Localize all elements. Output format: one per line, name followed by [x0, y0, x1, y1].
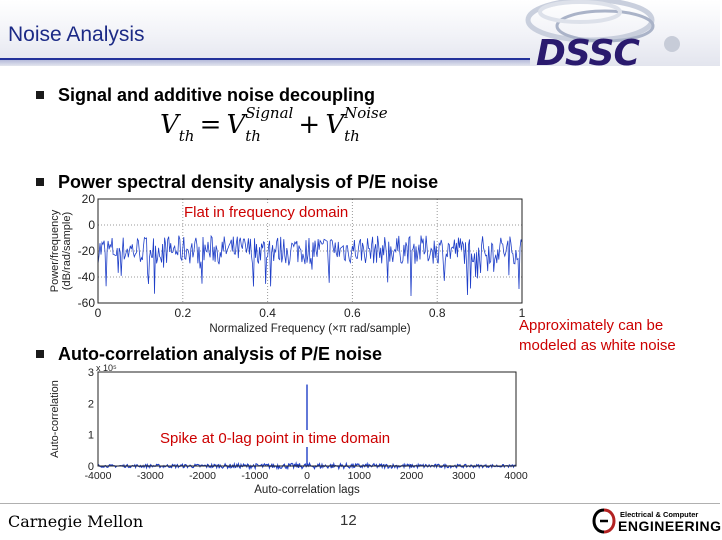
bullet-decoupling: [36, 85, 375, 106]
bullet-marker-icon: [36, 178, 44, 186]
autocorrelation-x-tick-label: 1000: [347, 470, 371, 482]
flat-annotation: Flat in frequency domain: [184, 204, 349, 221]
psd-x-tick-label: 0.2: [174, 306, 192, 320]
bullet-psd: [36, 172, 438, 193]
psd-y-axis-label: Power/frequency(dB/rad/sample): [49, 209, 73, 293]
dept-name-big: ENGINEERING: [618, 518, 722, 534]
noise-equation: Vth = V Signal th + V Noise th: [160, 104, 388, 145]
autocorrelation-y-multiplier: x 10⁵: [96, 363, 117, 373]
bullet-text: Auto-correlation analysis of P/E noise: [58, 344, 383, 364]
dssc-logo: DSSC: [536, 33, 639, 74]
university-logo: Carnegie Mellon: [8, 512, 144, 531]
psd-x-tick-label: 0.6: [344, 306, 361, 320]
psd-y-tick-label: -60: [77, 296, 95, 310]
page-number: 12: [340, 512, 357, 529]
psd-series-line: [98, 236, 522, 297]
spike-annotation: Spike at 0-lag point in time domain: [160, 430, 391, 447]
psd-y-tick-label: 0: [88, 218, 95, 232]
autocorrelation-x-tick-label: -2000: [189, 470, 216, 482]
slide-title: Noise Analysis: [8, 23, 145, 46]
title-bar: [0, 0, 720, 74]
psd-x-tick-label: 1: [518, 306, 526, 320]
footer-rule: [0, 503, 720, 504]
autocorrelation-y-tick-label: 3: [87, 367, 94, 379]
autocorrelation-x-tick-label: -3000: [136, 470, 164, 482]
ece-logo-icon: [592, 508, 616, 534]
psd-x-tick-label: 0: [94, 306, 102, 320]
autocorrelation-x-tick-label: -1000: [241, 470, 269, 482]
psd-y-tick-label: -20: [77, 244, 95, 258]
autocorrelation-y-tick-label: 2: [87, 398, 94, 411]
autocorrelation-x-axis-label: Auto-correlation lags: [254, 484, 360, 496]
autocorrelation-x-tick-label: 0: [304, 470, 310, 482]
autocorrelation-y-tick-label: 1: [87, 429, 94, 442]
dept-name-small: Electrical & Computer: [620, 510, 699, 519]
bullet-text: Signal and additive noise decoupling: [58, 85, 376, 105]
autocorrelation-x-tick-label: 3000: [452, 470, 476, 482]
autocorrelation-x-tick-label: -4000: [84, 470, 112, 482]
psd-y-tick-label: -40: [77, 270, 95, 284]
white-noise-annotation: Approximately can be modeled as white noise: [519, 317, 676, 355]
autocorrelation-y-axis-label: Auto-correlation: [49, 380, 61, 458]
psd-x-axis-label: Normalized Frequency (×π rad/sample): [209, 323, 411, 335]
psd-y-tick-label: 20: [81, 192, 95, 206]
psd-x-tick-label: 0.4: [259, 306, 276, 320]
autocorrelation-y-tick-label: 0: [87, 461, 94, 473]
autocorrelation-x-tick-label: 4000: [504, 470, 528, 482]
psd-x-tick-label: 0.8: [428, 306, 446, 320]
bullet-marker-icon: [36, 350, 44, 358]
bullet-marker-icon: [36, 91, 44, 99]
bullet-text: Power spectral density analysis of P/E noise: [58, 172, 439, 192]
autocorrelation-x-tick-label: 2000: [399, 470, 424, 482]
